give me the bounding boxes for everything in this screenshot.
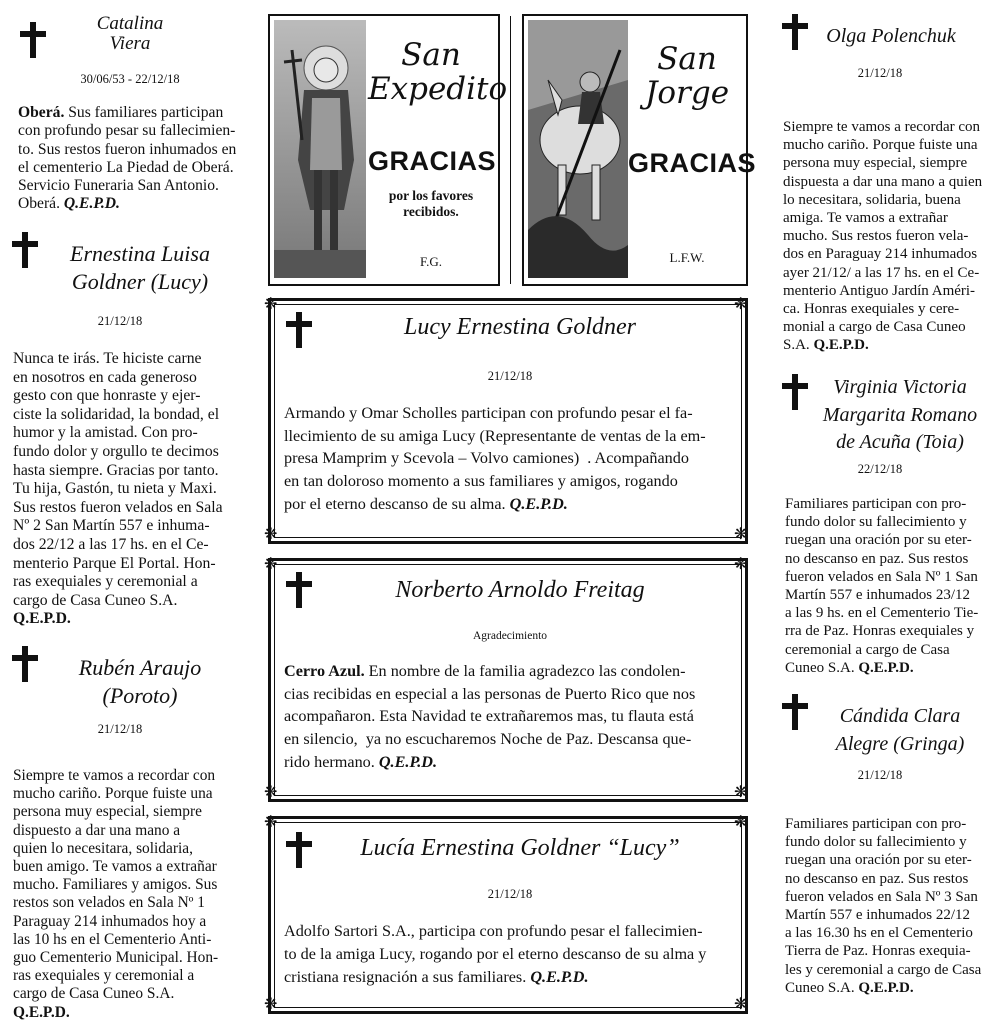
obituary-text: Nunca te irás. Te hiciste carne en nosotros en cada generoso gesto con que honraste y ejer- ciste la solidaridad, la bondad, el humor y la amistad. Con pro- fundo dolor y orgullo te decimos hasta siempre. Gracias por tanto. Tu hija, Gastón, tu nieta y Maxi. Sus restos fueron velados en Sala Nº 2 San Martín 557 e inhuma- dos 22/12 a las 17 hs. en el Ce- menterio Parque El Portal. Hon- ras exequiales y ceremonial a cargo de Casa Cuneo S.A. Q.E.P.D. (13, 350, 223, 628)
cross-icon (782, 14, 808, 50)
card-gracias: GRACIAS (368, 146, 497, 176)
notice-date: 21/12/18 (487, 369, 533, 383)
corner-ornament-icon: ❋ (264, 296, 278, 313)
obituary-date: 30/06/53 - 22/12/18 (80, 72, 180, 86)
card-divider (510, 16, 511, 284)
obituary-date: 21/12/18 (857, 768, 903, 782)
corner-ornament-icon: ❋ (264, 556, 278, 573)
card-san-expedito (268, 14, 508, 286)
notice-name: Norberto Arnoldo Freitag (395, 577, 645, 603)
notice-date: 21/12/18 (487, 887, 533, 901)
notice-name: Lucy Ernestina Goldner (404, 314, 636, 340)
card-signature: F.G. (419, 254, 443, 269)
obituary-name: Olga Polenchuk (826, 25, 956, 47)
cross-icon (20, 22, 46, 58)
obituary-text: Familiares participan con pro- fundo dolor su fallecimiento y ruegan una oración por su eter- no descanso en paz. Sus restos fueron velados en Sala Nº 1 San Martín 557 e inhumados 23/12 a las 9 hs. en el Cementerio Tie- rra de Paz. Honras exequiales y ceremonial a cargo de Casa Cuneo S.A. Q.E.P.D. (785, 496, 979, 676)
cross-icon (782, 694, 808, 730)
obituary-name: Rubén Araujo (Poroto) (78, 655, 202, 708)
card-gracias: GRACIAS (628, 148, 757, 178)
obituary-name: Catalina Viera (96, 13, 164, 54)
obituary-name: Virginia Victoria Margarita Romano de Acuña (Toia) (822, 376, 978, 453)
notice-subtitle: Agradecimiento (472, 630, 548, 642)
obituary-name: Ernestina Luisa Goldner (Lucy) (70, 241, 210, 294)
notice-name: Lucía Ernestina Goldner “Lucy” (360, 835, 680, 861)
corner-ornament-icon: ❋ (734, 556, 748, 573)
saint-jorge-image (528, 20, 628, 278)
cross-icon (12, 232, 38, 268)
notice-text: Armando y Omar Scholles participan con profundo pesar el fa- llecimiento de su amiga Lucy (Representante de ventas de la em- presa Mamprim y Scevola – Volvo camiones) . Acompañando en tan doloroso momento a sus familiares y amigos, rogando por el eterno descanso de su alma. Q.E.P.D. (284, 404, 706, 513)
obituary-date: 21/12/18 (97, 314, 143, 328)
corner-ornament-icon: ❋ (734, 814, 748, 831)
cross-icon (12, 646, 38, 682)
corner-ornament-icon: ❋ (264, 996, 278, 1013)
obituary-name: Cándida Clara Alegre (Gringa) (835, 705, 965, 755)
corner-ornament-icon: ❋ (734, 996, 748, 1013)
card-title: San Jorge (644, 41, 730, 111)
corner-ornament-icon: ❋ (264, 526, 278, 543)
obituary-date: 21/12/18 (857, 66, 903, 80)
card-title: San Expedito (368, 37, 508, 107)
card-subtitle: por los favores recibidos. (388, 188, 474, 219)
obituary-date: 21/12/18 (97, 722, 143, 736)
cross-icon (782, 374, 808, 410)
corner-ornament-icon: ❋ (264, 814, 278, 831)
notice-text: Cerro Azul. En nombre de la familia agradezco las condolen- cias recibidas en especial a las personas de Puerto Rico que nos acompañaron. Esta Navidad te extrañaremos mas, tu flauta está en silencio, ya no escucharemos Noche de Paz. Descansa que- rido hermano. Q.E.P.D. (284, 662, 696, 771)
card-signature: L.F.W. (669, 250, 705, 265)
saint-expedito-image (274, 20, 366, 278)
notice-text: Adolfo Sartori S.A., participa con profundo pesar el fallecimien- to de la amiga Lucy, rogando por el eterno descanso de su alma y cristiana resignación a sus familiares. Q.E.P.D. (284, 922, 707, 986)
obituary-text: Siempre te vamos a recordar con mucho cariño. Porque fuiste una persona muy especial, siempre dispuesto a dar una mano a quien lo necesitara, solidaria, buen amigo. Te vamos a extrañar mucho. Familiares y amigos. Sus restos son velados en Sala Nº 1 Paraguay 214 inhumados hoy a las 10 hs en el Cementerio Anti- guo Cementerio Municipal. Hon- ras exequiales y ceremonial a cargo de Casa Cuneo S.A. Q.E.P.D. (13, 767, 219, 1021)
obituary-text: Familiares participan con pro- fundo dolor su fallecimiento y ruegan una oración por su eter- no descanso en paz. Sus restos fueron velados en Sala Nº 3 San Martín 557 e inhumados 22/12 a las 16.30 hs en el Cementerio Tierra de Paz. Honras exequia- les y ceremonial a cargo de Casa Cuneo S.A. Q.E.P.D. (785, 816, 982, 996)
obituary-text: Oberá. Sus familiares participan con profundo pesar su fallecimien- to. Sus restos fueron inhumados en el cementerio La Piedad de Oberá. Servicio Funeraria San Antonio. Oberá. Q.E.P.D. (18, 104, 237, 213)
corner-ornament-icon: ❋ (264, 784, 278, 801)
corner-ornament-icon: ❋ (734, 526, 748, 543)
obituary-text: Siempre te vamos a recordar con mucho cariño. Porque fuiste una persona muy especial, siempre dispuesta a dar una mano a quien lo necesitara, solidaria, buena amiga. Te vamos a extrañar mucho. Sus restos fueron vela- dos en Paraguay 214 inhumados ayer 21/12/ a las 17 hs. en el Ce- menterio Antiguo Jardín Améri- ca. Honras exequiales y cere- monial a cargo de Casa Cuneo S.A. Q.E.P.D. (783, 119, 983, 354)
corner-ornament-icon: ❋ (734, 784, 748, 801)
card-san-jorge (522, 14, 757, 286)
obituary-date: 22/12/18 (857, 462, 903, 476)
corner-ornament-icon: ❋ (734, 296, 748, 313)
